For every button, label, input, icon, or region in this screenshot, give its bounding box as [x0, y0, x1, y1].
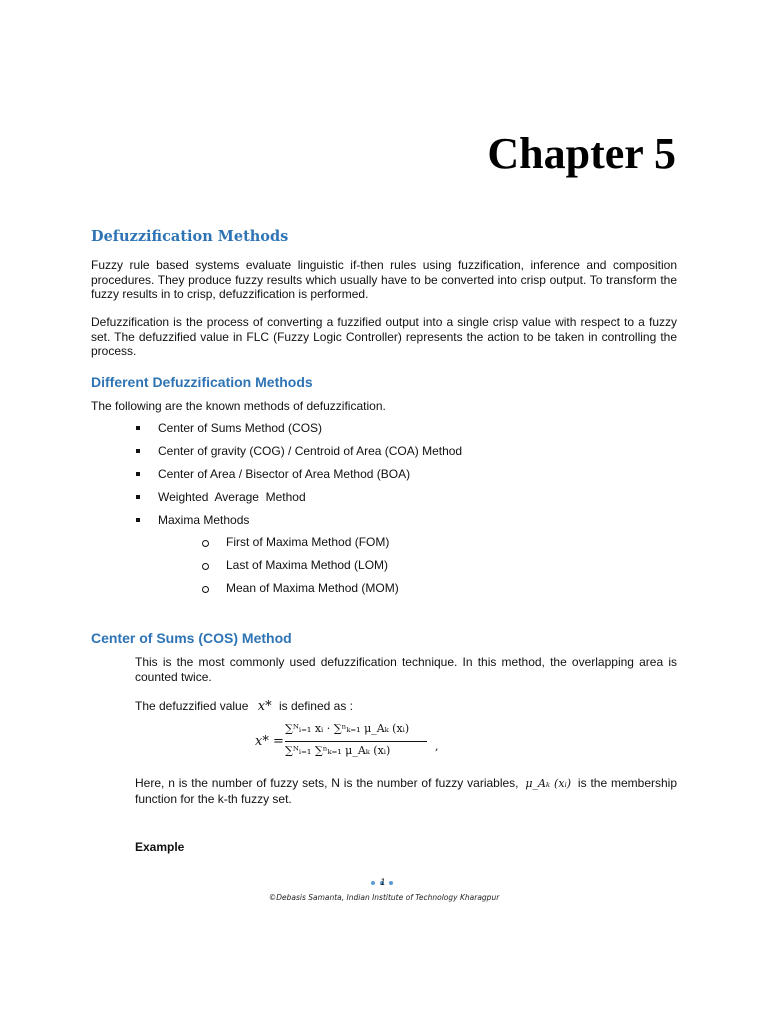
sub-list-item: Last of Maxima Method (LOM)	[226, 558, 389, 572]
circle-bullet-icon	[202, 586, 209, 593]
list-item: Center of Area / Bisector of Area Method (BOA)	[158, 467, 411, 481]
list-item: Center of gravity (COG) / Centroid of Area (COA) Method	[158, 444, 463, 458]
cos-p2-part2: is the membership function for the k-th fuzzy set.	[135, 776, 678, 806]
intro-paragraph-1: Fuzzy rule based systems evaluate linguistic if-then rules using fuzzification, inference and composition procedures. They produce fuzzy results which usually have to be converted into crisp output. To transform the fuzzy results in to crisp, defuzzification is performed.	[91, 258, 677, 301]
formula-trailing: ,	[435, 740, 439, 753]
bullet-icon	[136, 472, 140, 476]
section-heading-cos: Center of Sums (COS) Method	[91, 630, 292, 646]
example-label: Example	[135, 840, 185, 854]
sub-list-item: Mean of Maxima Method (MOM)	[226, 581, 399, 595]
cos-formula	[255, 722, 455, 766]
intro-paragraph-2: Defuzzification is the process of converting a fuzzified output into a single crisp value with respect to a fuzzy set. The defuzzified value in FLC (Fuzzy Logic Controller) represents the action to be taken in controlling the process.	[91, 315, 677, 358]
cos-p2-symbol: μ_Aₖ (xᵢ)	[525, 777, 572, 790]
circle-bullet-icon	[202, 540, 209, 547]
cos-def-suffix: is defined as :	[278, 699, 353, 713]
cos-def-prefix: The defuzzified value	[135, 699, 249, 713]
bullet-icon	[136, 449, 140, 453]
list-item: Center of Sums Method (COS)	[158, 421, 323, 435]
bullet-icon	[136, 426, 140, 430]
cos-paragraph-1: This is the most commonly used defuzzification technique. In this method, the overlapping area is counted twice.	[135, 655, 677, 684]
chapter-title: Chapter 5	[487, 129, 676, 178]
methods-intro: The following are the known methods of defuzzification.	[91, 399, 386, 413]
list-item: Maxima Methods	[158, 513, 250, 527]
list-item: Weighted Average Method	[158, 490, 306, 504]
bullet-icon	[136, 518, 140, 522]
formula-denominator: ∑ᴺᵢ₌₁ ∑ⁿₖ₌₁ μ_Aₖ (xᵢ)	[285, 744, 391, 757]
formula-numerator: ∑ᴺᵢ₌₁ xᵢ · ∑ⁿₖ₌₁ μ_Aₖ (xᵢ)	[285, 722, 410, 735]
section-heading-defuzzification: Defuzzification Methods	[91, 228, 289, 245]
section-heading-methods: Different Defuzzification Methods	[91, 374, 313, 390]
circle-bullet-icon	[202, 563, 209, 570]
fraction-bar	[285, 741, 427, 742]
cos-def-symbol: x*	[257, 699, 272, 714]
footer-credit: ©Debasis Samanta, Indian Institute of Technology Kharagpur	[268, 893, 500, 902]
formula-lhs: x* =	[255, 734, 284, 749]
bullet-icon	[136, 495, 140, 499]
cos-definition-line	[135, 699, 353, 714]
cos-paragraph-2	[135, 776, 677, 806]
page-number: 1	[380, 878, 386, 888]
cos-p2-part1: Here, n is the number of fuzzy sets, N is the number of fuzzy variables,	[135, 776, 519, 790]
sub-list-item: First of Maxima Method (FOM)	[226, 535, 390, 549]
